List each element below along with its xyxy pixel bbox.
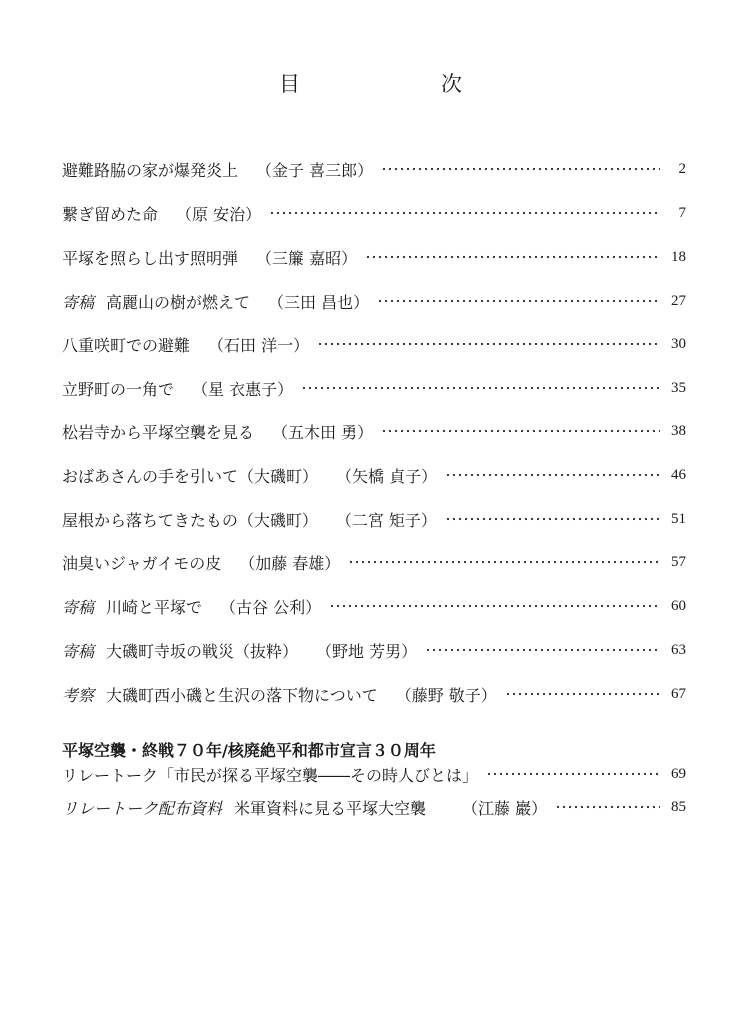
toc-entry[interactable] (62, 550, 686, 574)
entry-title: 立野町の一角で (62, 379, 175, 399)
entry-title: 松岩寺から平塚空襲を見る (62, 422, 255, 442)
entry-page: 69 (671, 765, 686, 782)
toc-entry[interactable] (62, 419, 686, 443)
entry-author: （加藤 春雄） (239, 553, 341, 573)
entry-author: （金子 喜三郎） (256, 160, 374, 180)
entry-title: 米軍資料に見る平塚大空襲 (234, 798, 427, 818)
entry-author: （三簾 嘉昭） (256, 248, 358, 268)
toc-entry[interactable] (62, 376, 686, 400)
dot-leader (555, 805, 660, 809)
entry-page: 46 (671, 466, 686, 483)
entry-page: 63 (671, 641, 686, 658)
entry-title: 避難路脇の家が爆発炎上 (62, 160, 239, 180)
toc-entry[interactable] (62, 682, 686, 706)
entry-title: 大磯町寺坂の戦災（抜粋） (106, 641, 299, 661)
dot-leader (317, 342, 660, 346)
dot-leader (486, 772, 660, 776)
dot-leader (269, 211, 660, 215)
entry-author: （星 衣惠子） (192, 379, 294, 399)
toc-entry-materials[interactable] (62, 795, 686, 819)
entry-page: 18 (671, 248, 686, 265)
entry-author: （五木田 勇） (272, 422, 374, 442)
entry-page: 51 (671, 510, 686, 527)
dot-leader (445, 473, 660, 477)
dot-leader (301, 386, 660, 390)
entry-tag: リレートーク配布資料 (62, 798, 223, 818)
entry-title: 油臭いジャガイモの皮 (62, 553, 222, 573)
entry-page: 85 (671, 798, 686, 815)
entry-author: （石田 洋一） (208, 335, 310, 355)
entry-tag: 寄稿 (62, 597, 95, 617)
entry-title: 屋根から落ちてきたもの（大磯町） (62, 510, 318, 530)
entry-title: リレートーク「市民が探る平塚空襲――その時人びとは」 (62, 765, 479, 785)
toc-title: 目 次 (279, 72, 522, 96)
toc-entry[interactable] (62, 332, 686, 356)
entry-page: 35 (671, 379, 686, 396)
entry-title: 大磯町西小磯と生沢の落下物について (106, 685, 378, 705)
entry-title: 川崎と平塚で (106, 597, 203, 617)
entry-title: 高麗山の樹が燃えて (106, 292, 251, 312)
entry-title: 繋ぎ留めた命 (62, 204, 159, 224)
dot-leader (381, 429, 660, 433)
toc-entry[interactable] (62, 201, 686, 225)
entry-page: 30 (671, 335, 686, 352)
entry-page: 67 (671, 685, 686, 702)
entry-author: （古谷 公利） (220, 597, 322, 617)
entry-author: （矢橋 貞子） (336, 466, 438, 486)
entry-page: 60 (671, 597, 686, 614)
dot-leader (505, 692, 660, 696)
toc-entry[interactable] (62, 594, 686, 618)
dot-leader (348, 560, 660, 564)
dot-leader (425, 648, 660, 652)
toc-entry[interactable] (62, 157, 686, 181)
entry-tag: 寄稿 (62, 641, 95, 661)
entry-page: 2 (678, 160, 686, 177)
entry-page: 7 (678, 204, 686, 221)
entry-author: （原 安治） (176, 204, 262, 224)
dot-leader (377, 299, 660, 303)
toc-entry[interactable] (62, 507, 686, 531)
dot-leader (381, 167, 660, 171)
dot-leader (329, 604, 660, 608)
entry-title: 平塚を照らし出す照明弾 (62, 248, 239, 268)
entry-author: （野地 芳男） (316, 641, 418, 661)
toc-entry[interactable] (62, 463, 686, 487)
entry-page: 27 (671, 292, 686, 309)
entry-page: 38 (671, 422, 686, 439)
entry-title: 八重咲町での避難 (62, 335, 191, 355)
dot-leader (445, 517, 660, 521)
entry-author: （三田 昌也） (268, 292, 370, 312)
entry-author: （二宮 矩子） (335, 510, 437, 530)
toc-entry-relay[interactable] (62, 762, 686, 786)
toc-entry[interactable] (62, 289, 686, 313)
toc-entry[interactable] (62, 638, 686, 662)
entry-page: 57 (671, 553, 686, 570)
section-heading: 平塚空襲・終戦７０年/核廃絶平和都市宣言３０周年 (62, 741, 436, 760)
entry-tag: 寄稿 (62, 292, 95, 312)
entry-tag: 考察 (62, 685, 95, 705)
entry-author: （藤野 敬子） (395, 685, 497, 705)
dot-leader (365, 255, 660, 259)
toc-entry[interactable] (62, 245, 686, 269)
entry-author: （江藤 巖） (462, 798, 548, 818)
entry-title: おばあさんの手を引いて（大磯町） (62, 466, 319, 486)
